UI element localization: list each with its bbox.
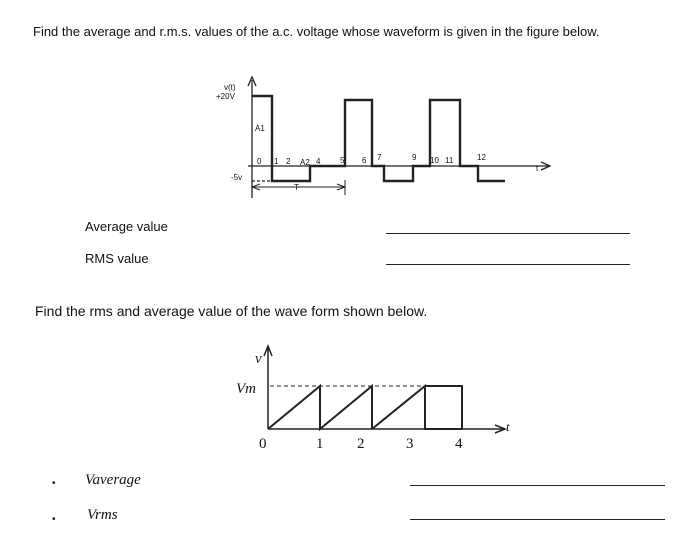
tick-9: 9 [412, 153, 417, 162]
area-1-label: A1 [255, 124, 265, 133]
level-low-label: -5v [231, 173, 243, 182]
tick-2: 2 [286, 157, 291, 166]
tick-4: 4 [455, 436, 463, 452]
average-value-label: Average value [85, 219, 168, 234]
axis-x-label: t [536, 164, 539, 173]
tick-10: 10 [430, 156, 439, 165]
v-rms-label: Vrms [87, 507, 118, 523]
axis-y-label: v(t) [224, 83, 236, 92]
rms-answer-line[interactable] [386, 264, 630, 265]
level-high-label: +20V [216, 92, 235, 101]
question-2-text: Find the rms and average value of the wave form shown below. [35, 303, 428, 319]
tick-7: 7 [377, 153, 382, 162]
bullet-1: • [52, 478, 56, 489]
axis-x-label: t [506, 419, 510, 434]
tick-0: 0 [257, 157, 262, 166]
tick-6: 6 [362, 156, 367, 165]
tick-5: 5 [340, 156, 345, 165]
sawtooth-figure [0, 330, 689, 460]
tick-1: 1 [316, 436, 324, 452]
axis-y-label: v [255, 351, 262, 367]
period-label: T [294, 183, 299, 192]
waveform [252, 96, 505, 181]
rms-value-label: RMS value [85, 251, 149, 266]
peak-label: Vm [236, 381, 256, 397]
v-average-answer-line[interactable] [410, 485, 665, 486]
tick-0: 0 [259, 436, 267, 452]
tick-12: 12 [477, 153, 486, 162]
average-answer-line[interactable] [386, 233, 630, 234]
tick-2: 2 [357, 436, 365, 452]
tick-4: 4 [316, 157, 321, 166]
tick-3: 3 [406, 436, 414, 452]
tick-1: 1 [274, 157, 279, 166]
area-2-label: A2 [300, 158, 310, 167]
v-rms-answer-line[interactable] [410, 519, 665, 520]
sawtooth-rise-2 [372, 386, 462, 429]
question-1-text: Find the average and r.m.s. values of the a.c. voltage whose waveform is given in the figure below. [33, 24, 600, 39]
bullet-2: • [52, 514, 56, 525]
v-average-label: Vaverage [85, 472, 141, 488]
tick-11: 11 [445, 156, 454, 165]
